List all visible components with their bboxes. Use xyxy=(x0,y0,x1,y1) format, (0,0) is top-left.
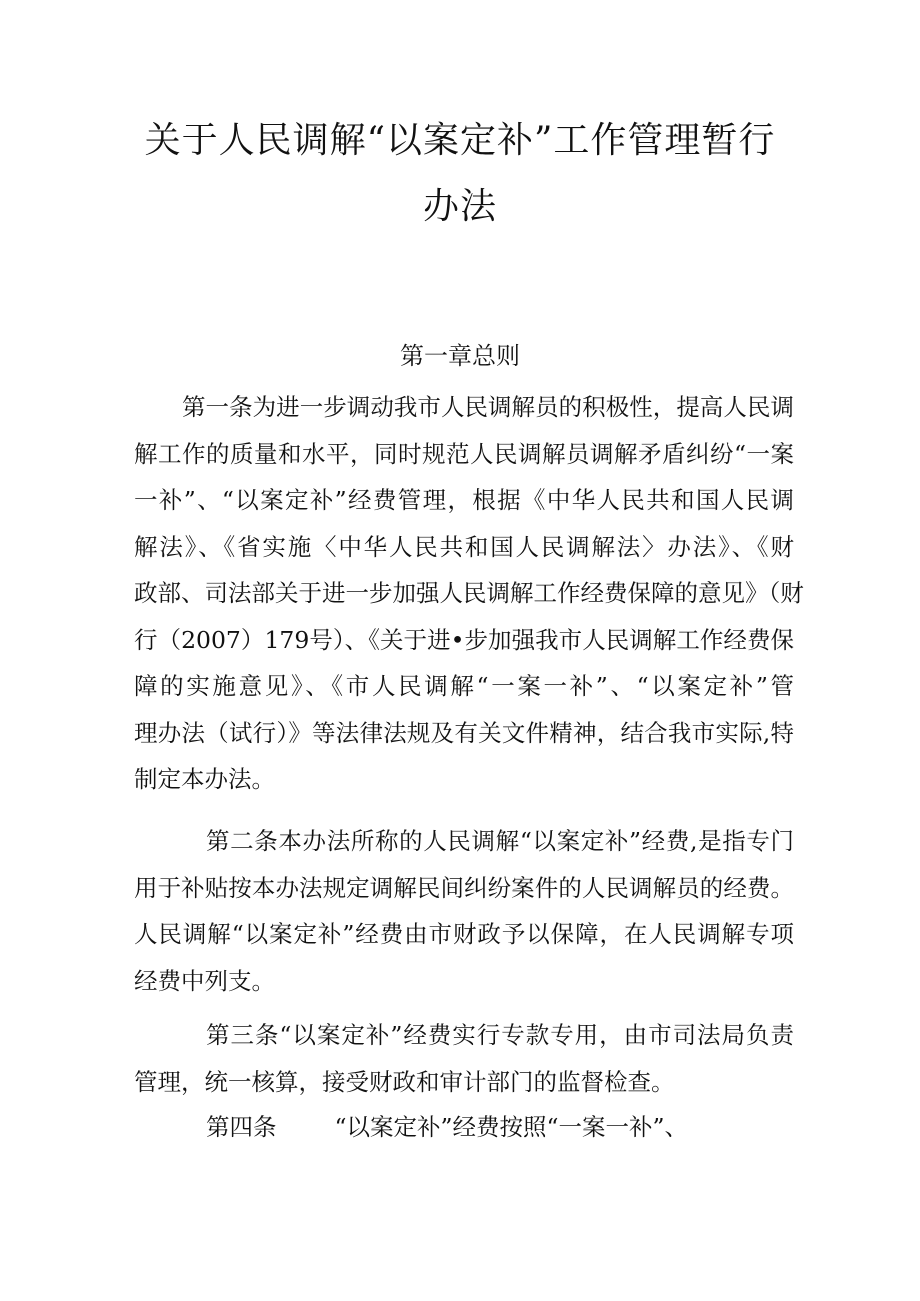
article-1 xyxy=(134,384,804,803)
article-4-label: 第四条 xyxy=(206,1113,277,1141)
article-3-line: 第三条“以案定补”经费实行专款专用，由市司法局负责 xyxy=(206,1021,794,1049)
article-1-line: 制定本办法。 xyxy=(134,765,275,793)
article-1-line: 行（2007）179号）、《关于进•步加强我市人民调解工作经费保 xyxy=(134,625,794,654)
article-1-line: 障的实施意见》、《市人民调解“一案一补”、“以案定补”管 xyxy=(134,672,794,700)
article-4-text: “以案定补”经费按照“一案一补”、 xyxy=(334,1113,689,1141)
article-1-line: 理办法（试行）》等法律法规及有关文件精神，结合我市实际,特 xyxy=(134,718,794,747)
article-2-line: 经费中列支。 xyxy=(134,966,275,995)
article-1-line: 解法》、《省实施〈中华人民共和国人民调解法〉办法》、《财 xyxy=(134,532,794,561)
article-2-line: 第二条本办法所称的人民调解“以案定补”经费,是指专门 xyxy=(206,827,794,855)
title-line-1: 关于人民调解“以案定补”工作管理暂行 xyxy=(144,120,776,161)
article-2 xyxy=(134,818,794,1004)
article-1-line: 一补”、“以案定补”经费管理，根据《中华人民共和国人民调 xyxy=(134,486,794,514)
article-3-line: 管理，统一核算，接受财政和审计部门的监督检查。 xyxy=(134,1067,675,1096)
article-4 xyxy=(134,1104,794,1151)
article-4-line xyxy=(134,1104,794,1151)
article-3 xyxy=(134,1012,794,1105)
title-line-2: 办法 xyxy=(422,186,497,227)
article-1-line: 解工作的质量和水平，同时规范人民调解员调解矛盾纠纷“一案 xyxy=(134,439,794,468)
article-1-line: 政部、司法部关于进一步加强人民调解工作经费保障的意见》（财 xyxy=(134,579,804,607)
document-title xyxy=(130,108,790,240)
chapter-heading: 第一章总则 xyxy=(400,342,520,370)
article-2-line: 用于补贴按本办法规定调解民间纠纷案件的人民调解员的经费。 xyxy=(134,873,794,902)
article-1-line: 第一条为进一步调动我市人民调解员的积极性，提高人民调 xyxy=(182,393,794,421)
article-2-line: 人民调解“以案定补”经费由市财政予以保障，在人民调解专项 xyxy=(134,920,794,948)
